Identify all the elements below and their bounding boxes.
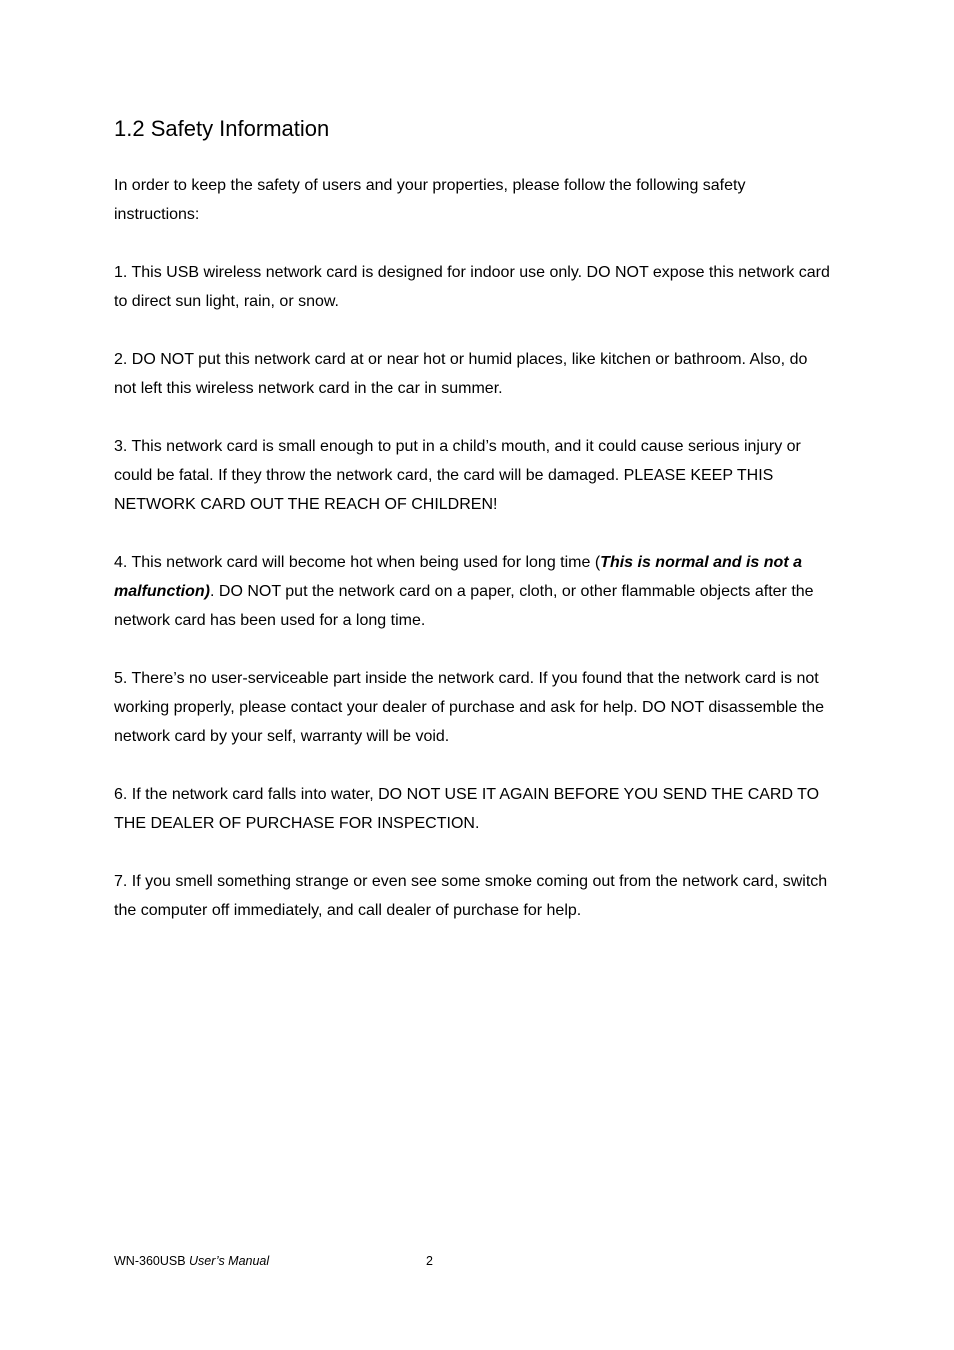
footer-manual-title: User’s Manual [189,1254,270,1268]
section-body [114,171,830,925]
safety-item-5: 5. There’s no user-serviceable part inside the network card. If you found that the network card is not working properly, please contact your dealer of purchase and ask for help. DO NOT disassemble the network card by your self, warranty will be void. [114,670,824,745]
safety-item-4-text-start: 4. This network card will become hot when being used for long time ( [114,554,601,571]
safety-item-1: 1. This USB wireless network card is designed for indoor use only. DO NOT expose this network card to direct sun light, rain, or snow. [114,264,830,310]
safety-item-4-emphasis: This is normal and is not a malfunction) [114,554,802,600]
safety-item-7: 7. If you smell something strange or even see some smoke coming out from the network card, switch the computer off immediately, and call dealer of purchase for help. [114,873,828,919]
safety-item-4-text-end: . DO NOT put the network card on a paper, cloth, or other flammable objects after the network card has been used for a long time. [114,583,814,629]
safety-item-3: 3. This network card is small enough to put in a child’s mouth, and it could cause serious injury or could be fatal. If they throw the network card, the card will be damaged. PLEASE KEEP THIS NETWORK CARD OUT THE REACH OF CHILDREN! [114,438,801,513]
page-footer [114,1253,269,1269]
safety-item-6: 6. If the network card falls into water, DO NOT USE IT AGAIN BEFORE YOU SEND THE CARD TO THE DEALER OF PURCHASE FOR INSPECTION. [114,786,820,832]
section-heading: 1.2 Safety Information [114,116,330,141]
page-number: 2 [426,1254,433,1268]
footer-model: WN-360USB [114,1254,186,1268]
safety-item-4 [114,548,830,635]
safety-item-2: 2. DO NOT put this network card at or near hot or humid places, like kitchen or bathroom. Also, do not left this wireless network card in the car in summer. [114,351,808,397]
intro-paragraph: In order to keep the safety of users and your properties, please follow the following safety instructions: [114,177,746,223]
